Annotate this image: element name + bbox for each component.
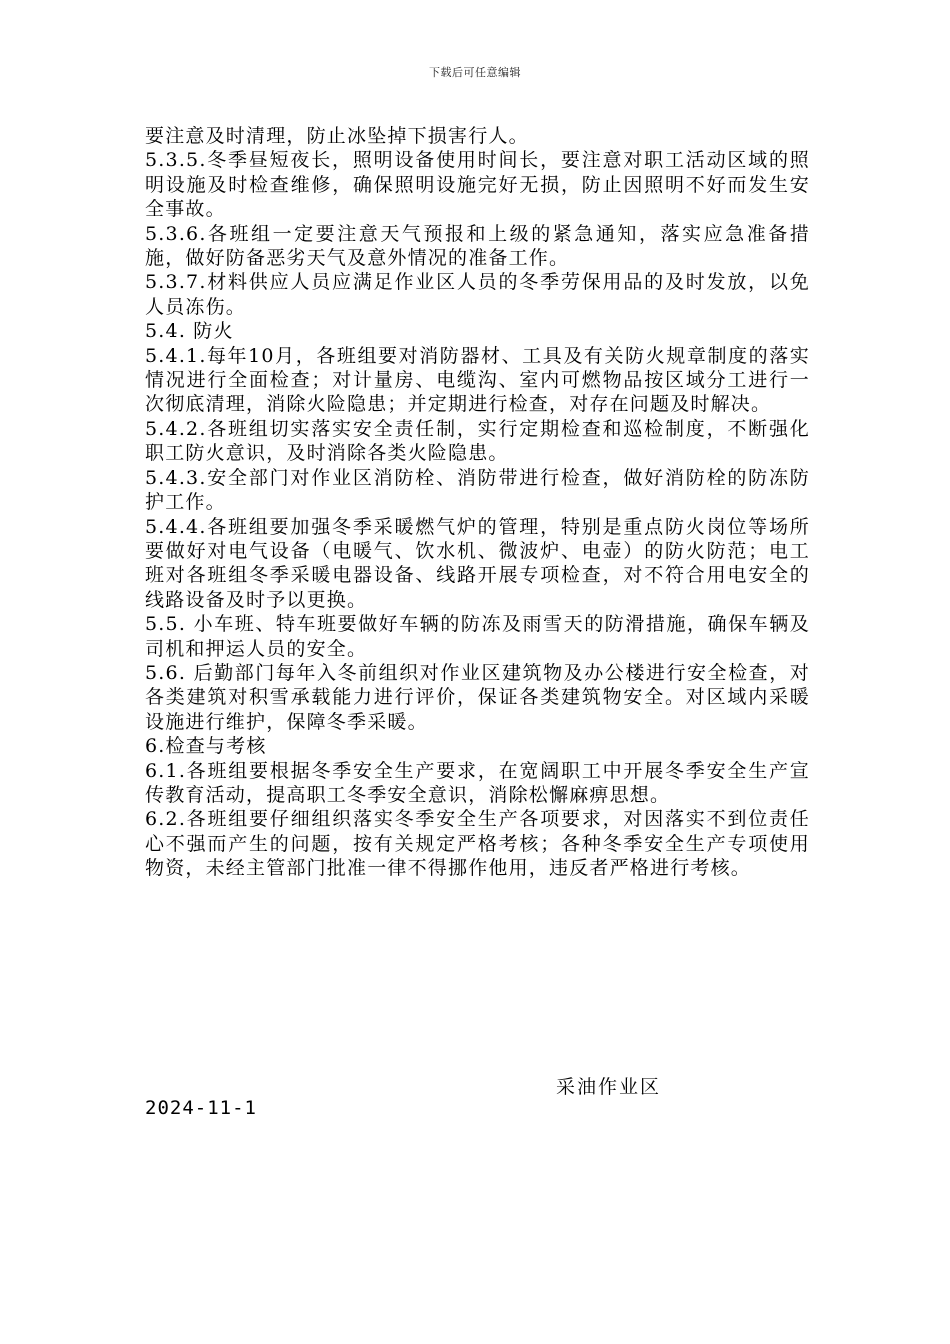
clause-5-4-4: 5.4.4.各班组要加强冬季采暖燃气炉的管理，特别是重点防火岗位等场所要做好对电气设备（电暖气、饮水机、微波炉、电壶）的防火防范；电工班对各班组冬季采暖电器设备、线路开展专项检查，对不符合用电安全的线路设备及时予以更换。	[145, 515, 810, 611]
section-heading-5-4: 5.4. 防火	[145, 320, 234, 343]
clause-6-2: 6.2.各班组要仔细组织落实冬季安全生产各项要求，对因落实不到位责任心不强而产生的问题，按有关规定严格考核；各种冬季安全生产专项使用物资，未经主管部门批准一律不得挪作他用，违反者严格进行考核。	[145, 808, 810, 880]
page-header-note: 下载后可任意编辑	[429, 66, 521, 79]
clause-5-5: 5.5. 小车班、特车班要做好车辆的防冻及雨雪天的防滑措施，确保车辆及司机和押运人员的安全。	[145, 613, 810, 660]
clause-5-6: 5.6. 后勤部门每年入冬前组织对作业区建筑物及办公楼进行安全检查，对各类建筑对积雪承载能力进行评价，保证各类建筑物安全。对区域内采暖设施进行维护，保障冬季采暖。	[145, 661, 810, 733]
clause-5-3-6: 5.3.6.各班组一定要注意天气预报和上级的紧急通知，落实应急准备措施，做好防备恶劣天气及意外情况的准备工作。	[145, 222, 810, 270]
document-body	[145, 124, 810, 881]
clause-5-4-1: 5.4.1.每年10月，各班组要对消防器材、工具及有关防火规章制度的落实情况进行全面检查；对计量房、电缆沟、室内可燃物品按区域分工进行一次彻底清理，消除火险隐患；并定期进行检查，对存在问题及时解决。	[145, 344, 810, 416]
clause-5-4-3: 5.4.3.安全部门对作业区消防栓、消防带进行检查，做好消防栓的防冻防护工作。	[145, 466, 810, 514]
signature-date: 2024-11-1	[145, 1097, 257, 1119]
clause-6-1: 6.1.各班组要根据冬季安全生产要求，在宽阔职工中开展冬季安全生产宣传教育活动，提高职工冬季安全意识，消除松懈麻痹思想。	[145, 759, 810, 806]
section-heading-6: 6.检查与考核	[145, 735, 267, 758]
clause-5-3-5: 5.3.5.冬季昼短夜长，照明设备使用时间长，要注意对职工活动区域的照明设施及时检查维修，确保照明设施完好无损，防止因照明不好而发生安全事故。	[145, 149, 810, 221]
clause-5-3-7: 5.3.7.材料供应人员应满足作业区人员的冬季劳保用品的及时发放，以免人员冻伤。	[145, 271, 810, 318]
paragraph-continuation: 要注意及时清理，防止冰坠掉下损害行人。	[145, 125, 529, 147]
signature-organization: 采油作业区	[556, 1076, 662, 1098]
clause-5-4-2: 5.4.2.各班组切实落实安全责任制，实行定期检查和巡检制度，不断强化职工防火意识，及时消除各类火险隐患。	[145, 417, 810, 465]
